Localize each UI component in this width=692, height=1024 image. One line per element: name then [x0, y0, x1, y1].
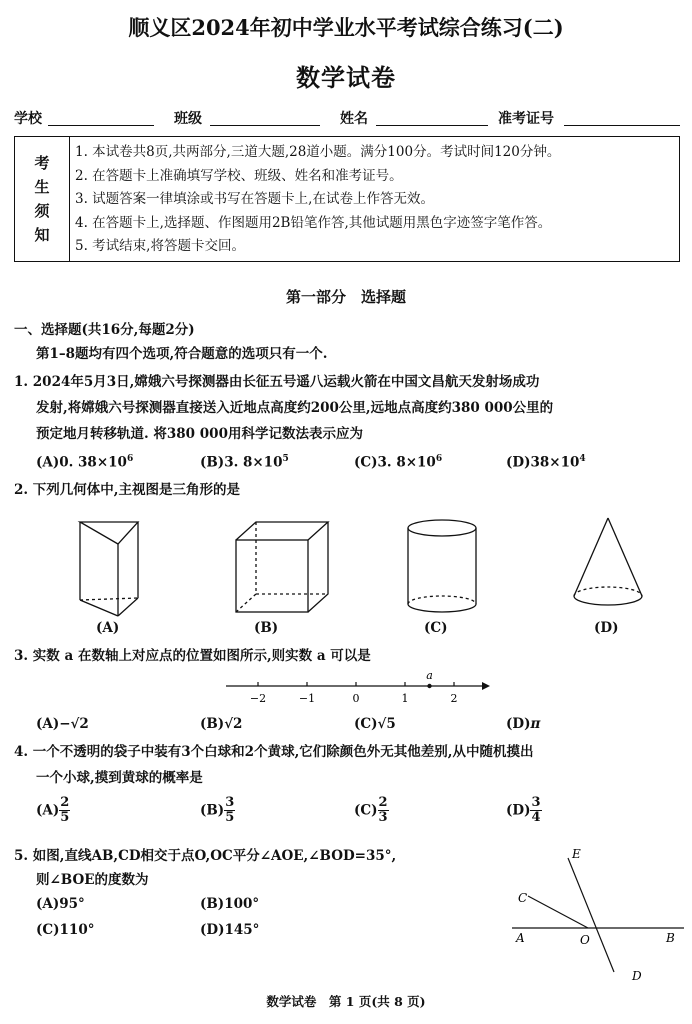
- notice-label-char: 须: [34, 202, 50, 220]
- q1-line: 预定地月转移轨道. 将380 000用科学记数法表示应为: [36, 426, 363, 442]
- axis-tick-label: −2: [249, 692, 267, 705]
- student-info-line: [14, 108, 682, 132]
- option-label: (D): [506, 716, 531, 732]
- q5-line: 则∠BOE的度数为: [36, 872, 149, 888]
- option-label: (B): [200, 716, 225, 732]
- q4-option-c: [354, 796, 389, 825]
- q3-option-a: [36, 716, 89, 732]
- option-exponent: 4: [579, 454, 586, 464]
- part1-instruction: 第1–8题均有四个选项,符合题意的选项只有一个.: [36, 346, 328, 362]
- part1-heading: 一、选择题(共16分,每题2分): [14, 322, 195, 338]
- option-fraction: [530, 796, 541, 825]
- q3-number-line: [220, 666, 500, 712]
- q1-option-c: [354, 454, 442, 471]
- option-label: (C): [354, 454, 378, 471]
- notice-label-char: 考: [34, 154, 50, 172]
- option-label: (A): [36, 716, 60, 732]
- option-value: −√2: [59, 716, 89, 732]
- point-b-label: B: [666, 931, 675, 945]
- q1-line: 发射,将嫦娥六号探测器直接送入近地点高度约200公里,远地点高度约380 000公里的: [36, 400, 554, 416]
- exam-title: 顺义区2024年初中学业水平考试综合练习(二): [128, 15, 564, 40]
- line-ed: [568, 858, 614, 972]
- option-fraction: [59, 796, 70, 825]
- q2-label-a: (A): [96, 620, 120, 636]
- option-base: 3. 8×10: [224, 454, 283, 471]
- q2-label-b: (B): [254, 620, 279, 636]
- class-blank: [210, 125, 320, 126]
- point-a-marker: [427, 684, 431, 688]
- option-value: 110°: [59, 922, 95, 938]
- school-label: 学校: [14, 111, 42, 127]
- q5-option-a: [36, 896, 85, 912]
- q5-angle-figure: [508, 846, 688, 986]
- class-label: 班级: [174, 111, 202, 127]
- ray-oc: [528, 896, 588, 928]
- numerator: 2: [378, 795, 388, 810]
- option-base: 0. 38×10: [59, 454, 127, 471]
- point-o-label: O: [580, 933, 590, 947]
- notice-box: [14, 136, 680, 262]
- q4-option-a: [36, 796, 70, 825]
- option-value: 100°: [224, 896, 260, 912]
- axis-tick-label: 2: [450, 692, 458, 705]
- notice-label: [15, 137, 70, 261]
- q3-option-b: [200, 716, 242, 732]
- cylinder: [408, 520, 476, 612]
- q1-option-a: [36, 454, 133, 471]
- q2-text: 2. 下列几何体中,主视图是三角形的是: [14, 482, 240, 498]
- option-label: (D): [200, 922, 225, 938]
- axis-arrow: [482, 682, 490, 690]
- option-label: (A): [36, 896, 60, 912]
- numerator: 3: [225, 795, 235, 810]
- option-value: √5: [377, 716, 396, 732]
- option-exponent: 5: [282, 454, 289, 464]
- triangular-prism: [80, 522, 138, 616]
- notice-item: 1. 本试卷共8页,共两部分,三道大题,28道小题。满分100分。考试时间120分钟。: [75, 144, 561, 160]
- option-fraction: [224, 796, 235, 825]
- q4-line: 4. 一个不透明的袋子中装有3个白球和2个黄球,它们除颜色外无其他差别,从中随机摸出: [14, 744, 534, 760]
- option-label: (D): [506, 454, 531, 471]
- q5-option-c: [36, 922, 94, 938]
- name-blank: [376, 125, 488, 126]
- q3-text: 3. 实数 a 在数轴上对应点的位置如图所示,则实数 a 可以是: [14, 648, 371, 664]
- option-label: (C): [36, 922, 60, 938]
- section-title: 第一部分 选择题: [285, 288, 406, 306]
- q1-line: 1. 2024年5月3日,嫦娥六号探测器由长征五号遥八运载火箭在中国文昌航天发射场成功: [14, 374, 540, 390]
- exam-subtitle: 数学试卷: [296, 63, 396, 92]
- denominator: 3: [378, 810, 388, 825]
- denominator: 5: [225, 810, 235, 825]
- q1-option-b: [200, 454, 289, 471]
- denominator: 5: [60, 810, 70, 825]
- school-blank: [48, 125, 154, 126]
- numerator: 3: [531, 795, 541, 810]
- option-value: 145°: [224, 922, 260, 938]
- notice-item: 5. 考试结束,将答题卡交回。: [75, 238, 245, 254]
- option-label: (A): [36, 802, 60, 819]
- q2-label-c: (C): [424, 620, 448, 636]
- notice-item: 3. 试题答案一律填涂或书写在答题卡上,在试卷上作答无效。: [75, 191, 434, 207]
- q5-line: 5. 如图,直线AB,CD相交于点O,OC平分∠AOE,∠BOD=35°,: [14, 848, 397, 864]
- point-a-label: A: [516, 931, 525, 945]
- option-value: π: [530, 716, 541, 732]
- q2-solids-figure: [60, 508, 660, 648]
- page-footer: 数学试卷 第 1 页(共 8 页): [266, 994, 426, 1009]
- q2-label-d: (D): [594, 620, 619, 636]
- notice-item: 4. 在答题卡上,选择题、作图题用2B铅笔作答,其他试题用黑色字迹签字笔作答。: [75, 214, 552, 231]
- point-c-label: C: [518, 891, 528, 905]
- q5-option-d: [200, 922, 259, 938]
- cube: [236, 522, 328, 612]
- option-value: √2: [224, 716, 243, 732]
- option-value: 95°: [59, 896, 85, 912]
- q5-option-b: [200, 896, 259, 912]
- option-base: 38×10: [530, 454, 580, 471]
- option-label: (C): [354, 802, 378, 819]
- option-label: (B): [200, 896, 225, 912]
- option-fraction: [378, 796, 389, 825]
- q4-option-d: [506, 796, 542, 825]
- option-label: (A): [36, 454, 60, 471]
- option-label: (B): [200, 802, 225, 819]
- notice-label-char: 知: [34, 226, 50, 244]
- point-d-label: D: [632, 969, 642, 983]
- notice-items: [75, 141, 673, 259]
- q3-option-c: [354, 716, 396, 732]
- option-base: 3. 8×10: [377, 454, 436, 471]
- name-label: 姓名: [340, 111, 368, 127]
- axis-tick-label: −1: [298, 692, 316, 705]
- option-exponent: 6: [435, 454, 443, 464]
- cone: [574, 518, 642, 605]
- option-label: (B): [200, 454, 225, 471]
- notice-label-char: 生: [34, 178, 50, 196]
- option-label: (C): [354, 716, 378, 732]
- point-a-label: a: [426, 669, 433, 682]
- exam-id-label: 准考证号: [498, 111, 554, 127]
- option-label: (D): [506, 802, 531, 819]
- axis-tick-label: 1: [401, 692, 409, 705]
- q4-option-b: [200, 796, 235, 825]
- notice-item: 2. 在答题卡上准确填写学校、班级、姓名和准考证号。: [75, 167, 403, 184]
- numerator: 2: [60, 795, 70, 810]
- option-exponent: 6: [126, 454, 134, 464]
- q1-option-d: [506, 454, 586, 471]
- q4-line: 一个小球,摸到黄球的概率是: [36, 770, 203, 786]
- point-e-label: E: [572, 847, 581, 861]
- axis-tick-label: 0: [352, 692, 360, 705]
- exam-id-blank: [564, 125, 680, 126]
- denominator: 4: [531, 810, 541, 825]
- q3-option-d: [506, 716, 540, 732]
